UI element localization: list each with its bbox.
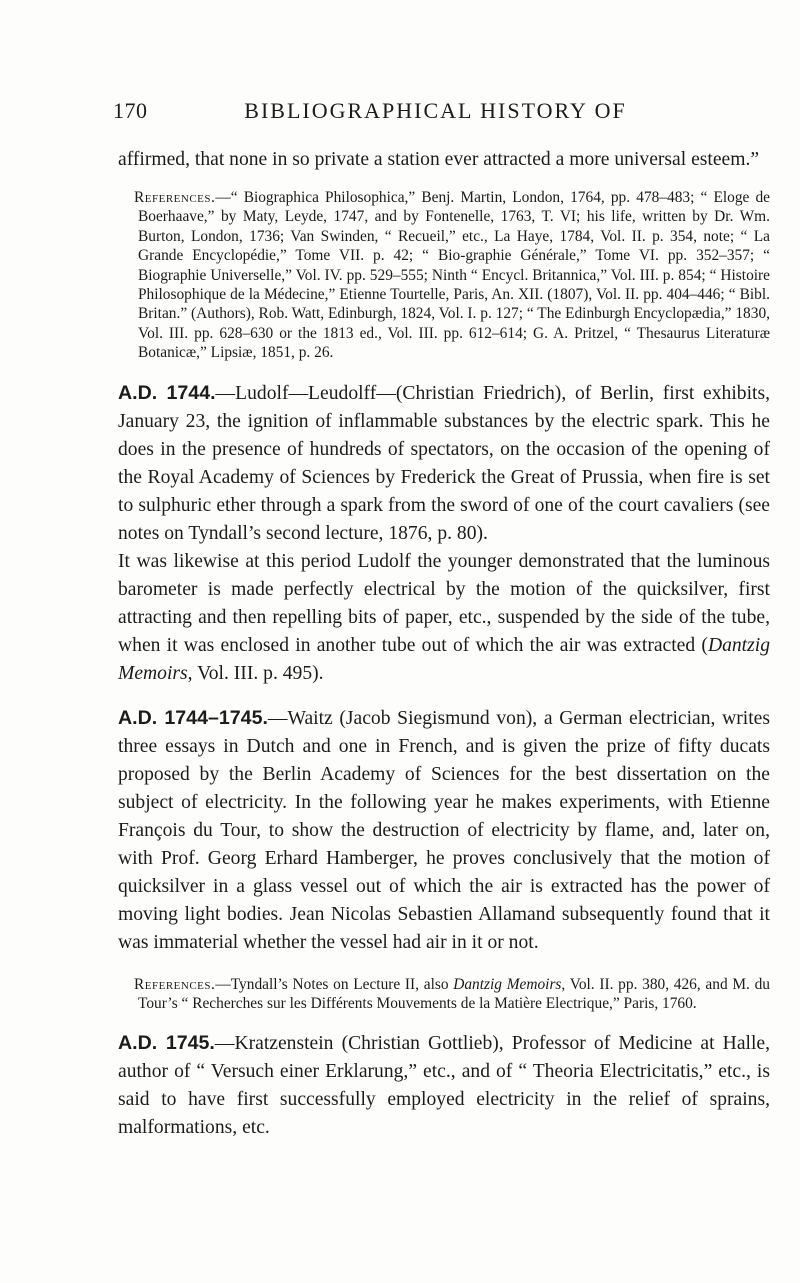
- entry-heading: A.D. 1744.: [118, 381, 216, 404]
- running-header: [113, 98, 718, 134]
- entry-italic-citation: Dantzig Memoirs: [118, 634, 770, 684]
- intro-paragraph: affirmed, that none in so private a station ever attracted a more universal esteem.”: [118, 149, 760, 170]
- references-label: References.: [134, 975, 216, 993]
- references-text: —Tyndall’s Notes on Lecture II, also: [215, 975, 454, 993]
- entry-heading: A.D. 1744–1745.: [118, 706, 268, 729]
- entry-1744-1745: [118, 704, 770, 957]
- entry-1745: [118, 1029, 770, 1142]
- entry-text: —Kratzenstein (Christian Gottlieb), Professor of Medicine at Halle, author of “ Versuch einer Erklarung,” etc., and of “ Theoria Electricitatis,” etc., is said to have first successfully employed electricity in the relief of sprains, malformations, etc.: [118, 1033, 770, 1139]
- references-text: , Vol. II. pp. 380, 426, and M. du Tour’s “ Recherches sur les Différents Mouvements de la Matière Electrique,” Paris, 1760.: [138, 975, 770, 1013]
- entry-1744: [118, 379, 770, 548]
- entry-text: —Ludolf—Leudolff—(Christian Friedrich), of Berlin, first exhibits, January 23, the ignition of inflammable substances by the electric spark. This he does in the presence of hundreds of spectators, on the occasion of the opening of the Royal Academy of Sciences by Frederick the Great of Prussia, when fire is set to sulphuric ether through a spark from the sword of one of the court cavaliers (see notes on Tyndall’s second lecture, 1876, p. 80).: [118, 382, 771, 544]
- references-text: —“ Biographica Philosophica,” Benj. Martin, London, 1764, pp. 478–483; “ Eloge de Boerhaave,” by Maty, Leyde, 1747, and by Fontenelle, 1763, T. VI; his life, written by Dr. Wm. Burton, London, 1736; Van Swinden, “ Recueil,” etc., La Haye, 1784, Vol. II. p. 354, note; “ La Grande Encyclopédie,” Tome VII. p. 42; “ Bio-graphie Générale,” Tome VI. pp. 352–357; “ Biographie Universelle,” Vol. IV. pp. 529–555; Ninth “ Encycl. Britannica,” Vol. III. p. 854; “ Histoire Philosophique de la Médecine,” Etienne Tourtelle, Paris, An. XII. (1807), Vol. II. pp. 404–446; “ Bibl. Britan.” (Authors), Rob. Watt, Edinburgh, 1824, Vol. I. p. 127; “ The Edinburgh Encyclopædia,” 1830, Vol. III. pp. 628–630 or the 1813 ed., Vol. III. pp. 612–614; G. A. Pritzel, “ Thesaurus Literaturæ Botanicæ,” Lipsiæ, 1851, p. 26.: [138, 189, 770, 362]
- entry-heading: A.D. 1745.: [118, 1032, 215, 1055]
- references-block-2: [118, 975, 770, 1014]
- page-content: [118, 146, 770, 1142]
- references-block-1: [118, 188, 770, 363]
- entry-text: , Vol. III. p. 495).: [187, 662, 324, 684]
- entry-text: —Waitz (Jacob Siegismund von), a German electrician, writes three essays in Dutch and one in French, and is given the prize of fifty ducats proposed by the Berlin Academy of Sciences for the best dissertation on the subject of electricity. In the following year he makes experiments, with Etienne François du Tour, to show the destruction of electricity by flame, and, later on, with Prof. Georg Erhard Hamberger, he proves conclusively that the motion of quicksilver in a glass vessel out of which the air is extracted has the power of moving light bodies. Jean Nicolas Sebastien Allamand subsequently found that it was immaterial whether the vessel had air in it or not.: [118, 707, 770, 953]
- references-italic-citation: Dantzig Memoirs: [453, 975, 562, 993]
- references-label: References.: [134, 189, 216, 206]
- running-title: BIBLIOGRAPHICAL HISTORY OF: [244, 98, 627, 123]
- page-number: 170: [113, 98, 148, 123]
- entry-text: It was likewise at this period Ludolf the younger demonstrated that the luminous barometer is made perfectly electrical by the motion of the quicksilver, first attracting and then repelling bits of paper, etc., suspended by the side of the tube, when it was enclosed in another tube out of which the air was extracted (: [118, 550, 770, 656]
- entry-1744-continuation: [118, 548, 770, 688]
